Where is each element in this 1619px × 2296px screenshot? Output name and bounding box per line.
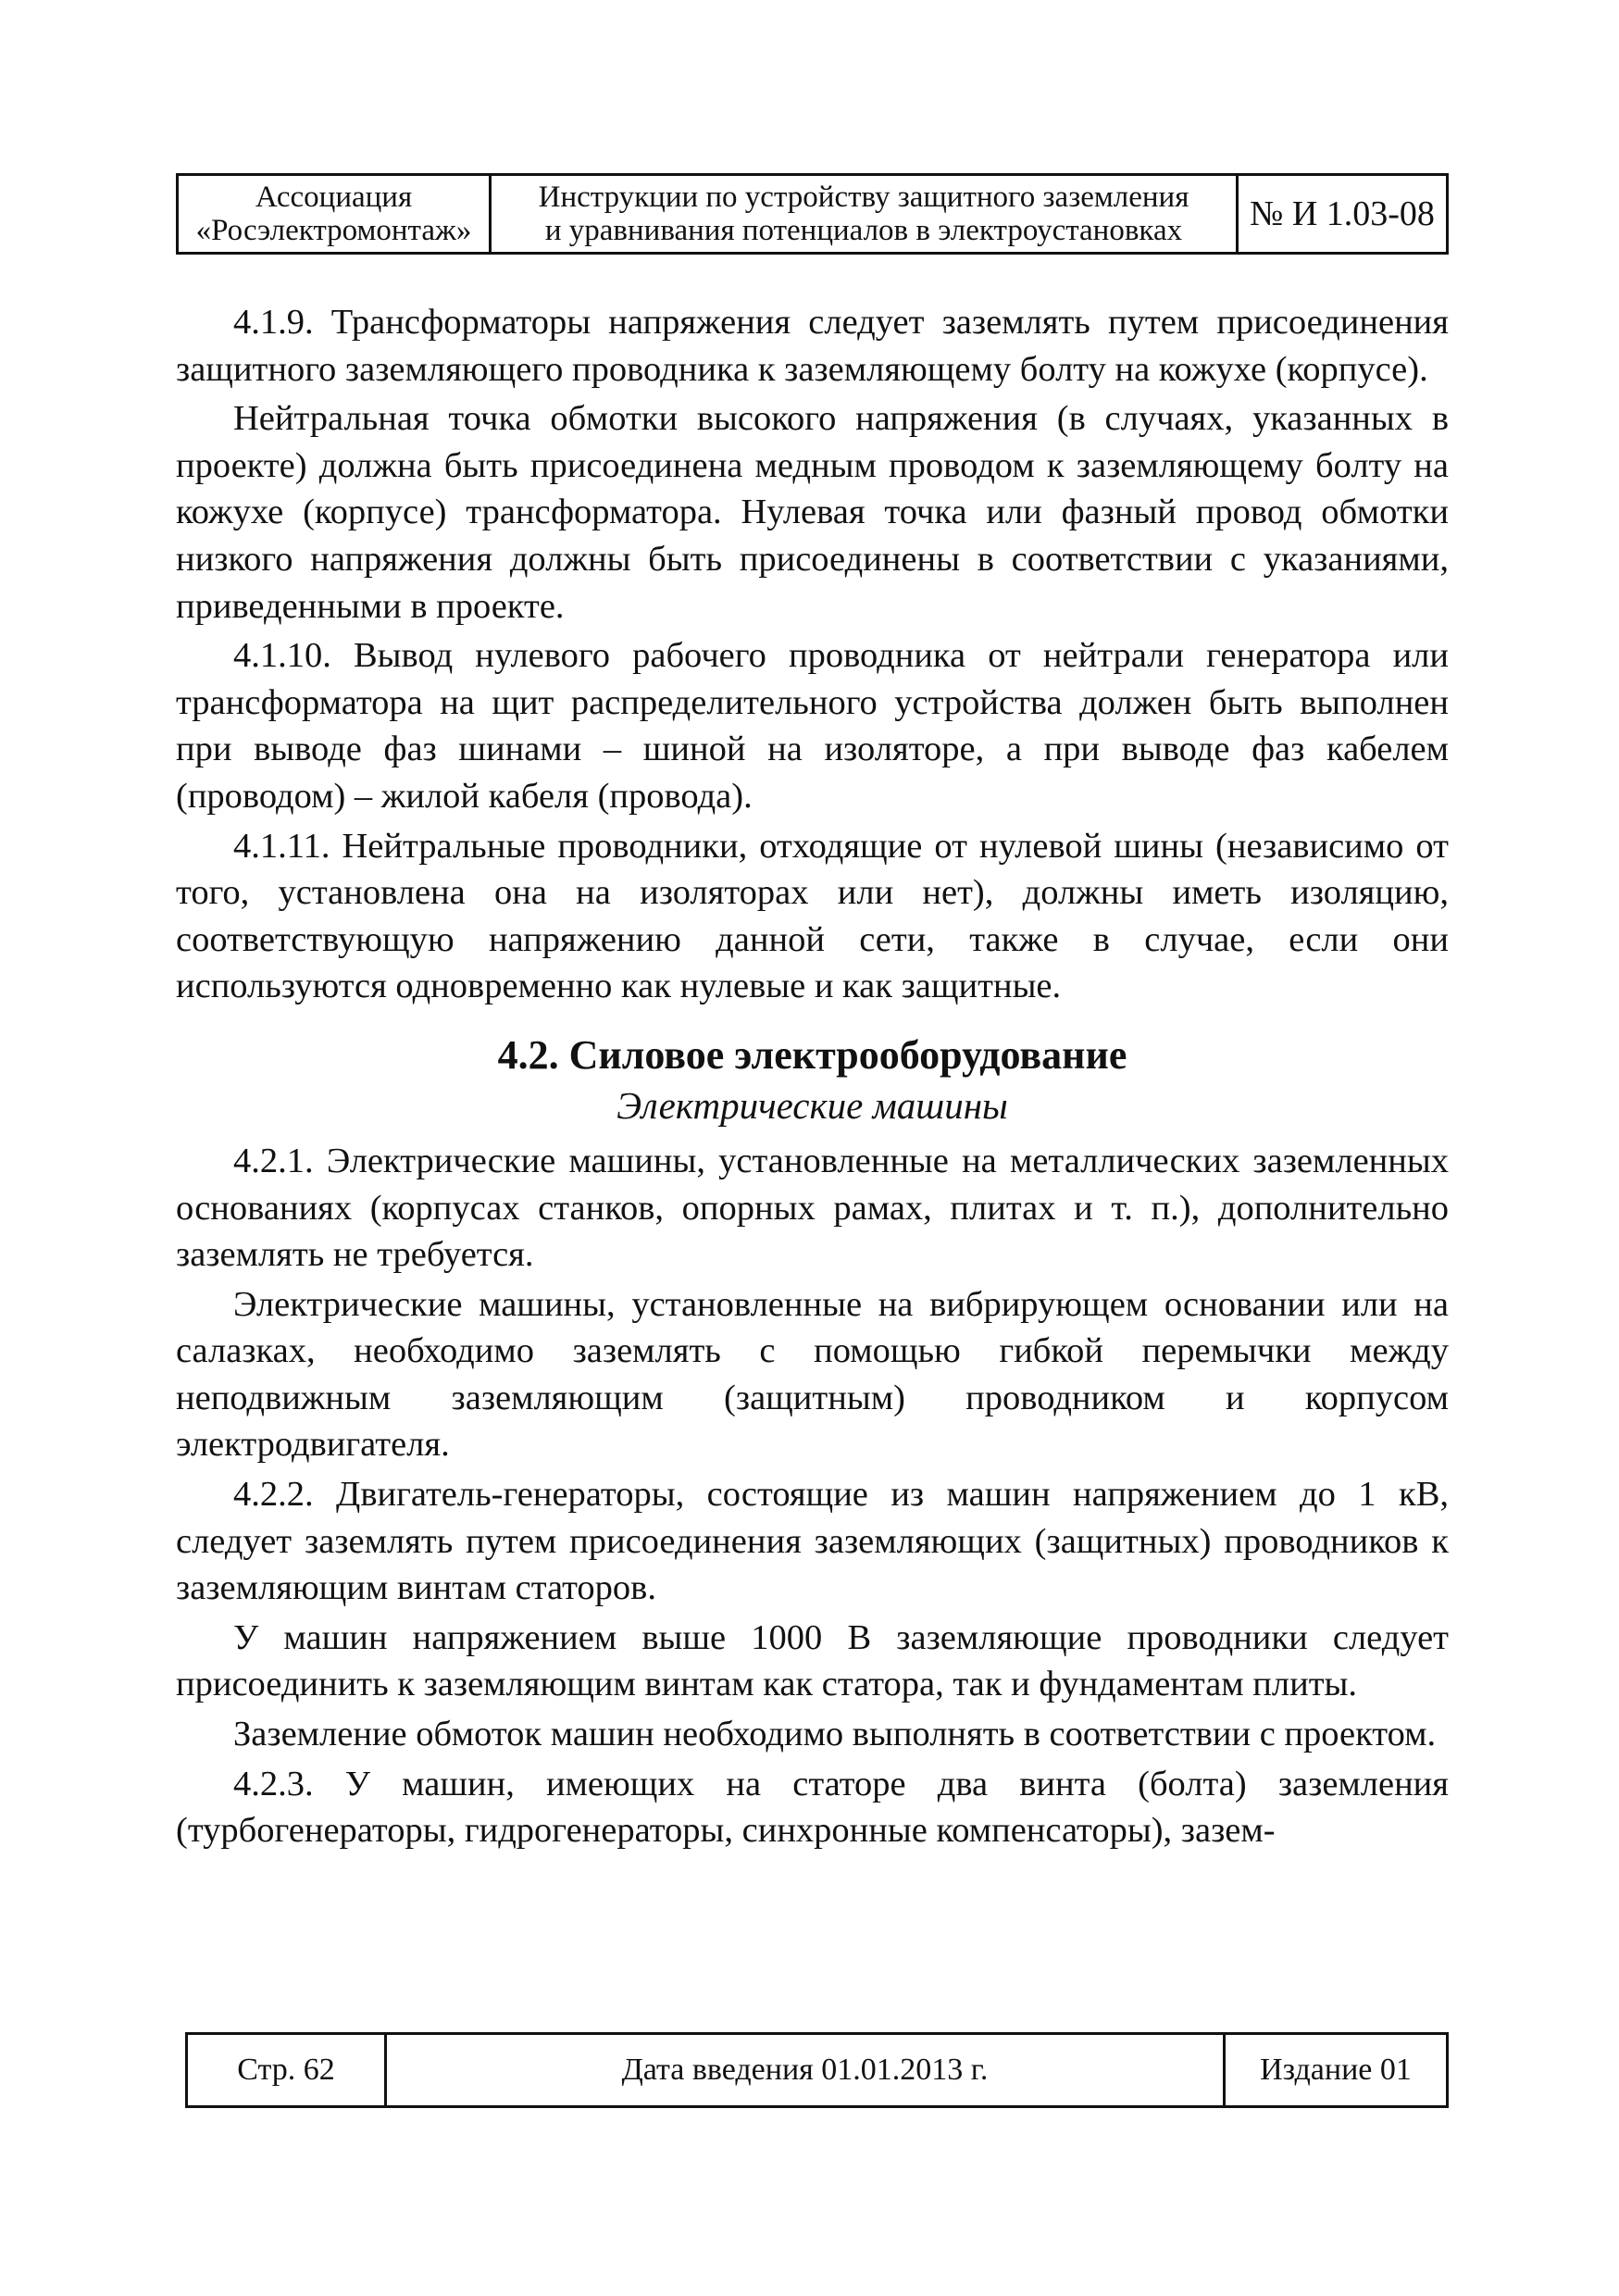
doc-number: № И 1.03-08: [1250, 194, 1435, 233]
header-organization: [179, 176, 492, 252]
footer-table: [185, 2032, 1449, 2108]
footer-edition: Издание 01: [1260, 2053, 1412, 2087]
paragraph-windings: Заземление обмоток машин необходимо выполнять в соответствии с проектом.: [233, 1715, 1437, 1754]
footer-intro-date: Дата введения 01.01.2013 г.: [387, 2035, 1226, 2105]
paragraph-4-1-11: 4.1.11. Нейтральные проводники, отходящие от нулевой шины (независимо от того, установлена она на изоляторах или нет), должны иметь изоляцию, соответствующую напряжению данной сети, также в случае, если они используются одновременно как нулевые и как защитные.: [176, 826, 1449, 1006]
header-table: [176, 173, 1449, 255]
title-line-2: и уравнивания потенциалов в электроустановках: [544, 214, 1183, 247]
paragraph-4-2-3: 4.2.3. У машин, имеющих на статоре два винта (болта) заземления (турбогенераторы, гидрогенераторы, синхронные компенсаторы), зазем-: [176, 1764, 1449, 1851]
paragraph-vibrating-base: Электрические машины, установленные на вибрирующем основании или на салазках, необходимо заземлять с помощью гибкой перемычки между неподвижным заземляющим (защитным) проводником и корпусом электродвигателя.: [176, 1284, 1449, 1465]
section-title: 4.2. Силовое электрооборудование: [497, 1031, 1127, 1078]
header-document-number: [1239, 176, 1446, 252]
org-line-2: «Росэлектромонтаж»: [195, 214, 472, 247]
paragraph-4-1-9: 4.1.9. Трансформаторы напряжения следует заземлять путем присоединения защитного заземляющего проводника к заземляющему болту на кожухе (корпусе).: [176, 303, 1449, 389]
paragraph-4-2-2: 4.2.2. Двигатель-генераторы, состоящие из машин напряжением до 1 кВ, следует заземлять путем присоединения заземляющих (защитных) проводников к заземляющим винтам статоров.: [176, 1475, 1449, 1608]
org-line-1: Ассоциация: [255, 181, 413, 214]
paragraph-neutral-point: Нейтральная точка обмотки высокого напряжения (в случаях, указанных в проекте) должна быть присоединена медным проводом к заземляющему болту на кожухе (корпусе) трансформатора. Нулевая точка или фазный провод обмотки низкого напряжения должны быть присоединены в соответствии с указаниями, приведенными в проекте.: [176, 399, 1449, 626]
page-content: [176, 299, 1449, 1857]
footer-page-number: Стр. 62: [188, 2035, 387, 2105]
paragraph-4-1-10: 4.1.10. Вывод нулевого рабочего проводника от нейтрали генератора или трансформатора на щит распределительного устройства должен быть выполнен при выводе фаз шинами – шиной на изоляторе, а при выводе фаз кабелем (проводом) – жилой кабеля (провода).: [176, 636, 1449, 816]
subsection-title: Электрические машины: [616, 1083, 1008, 1127]
paragraph-above-1000v: У машин напряжением выше 1000 В заземляющие проводники следует присоединить к заземляющим винтам как статора, так и фундаментам плиты.: [176, 1617, 1449, 1704]
title-line-1: Инструкции по устройству защитного заземления: [538, 181, 1189, 214]
header-document-title: [492, 176, 1239, 252]
paragraph-4-2-1: 4.2.1. Электрические машины, установленные на металлических заземленных основаниях (корпусах станков, опорных рамах, плитах и т. п.), дополнительно заземлять не требуется.: [176, 1141, 1449, 1275]
